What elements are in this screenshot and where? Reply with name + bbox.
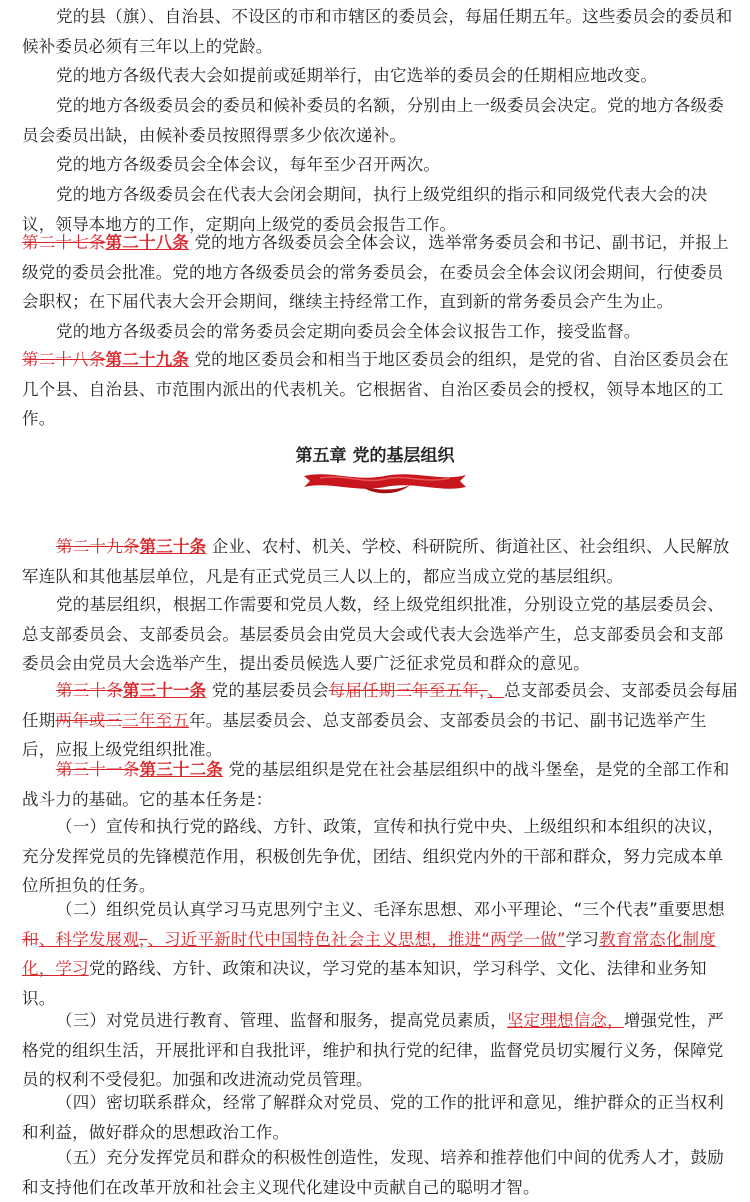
paragraph-basic-organization-setup: 党的基层组织，根据工作需要和党员人数，经上级党组织批准，分别设立党的基层委员会、总支部委员会、支部委员会。基层委员会由党员大会或代表大会选举产生，总支部委员会和支部委员会由党员大会选举产生，提出委员候选人要广泛征求党员和群众的意见。	[22, 595, 724, 673]
paragraph-plenary-sessions: 党的地方各级委员会全体会议，每年至少召开两次。	[56, 155, 441, 174]
paragraph-article-29	[22, 345, 738, 434]
article-text: 企业、农村、机关、学校、科研院所、街道社区、社会组织、人民解放军连队和其他基层单位，凡是有正式党员三人以上的，都应当成立党的基层组织。	[22, 537, 730, 586]
article-number-new: 第三十一条	[122, 681, 207, 700]
paragraph-article-30	[22, 532, 738, 591]
article-number-old: 第二十九条	[56, 537, 140, 556]
deleted-text: 每届任期三年至五年，	[328, 681, 488, 700]
article-number-new: 第二十九条	[105, 350, 189, 369]
paragraph-article-32	[22, 755, 738, 814]
article-number-old: 第二十八条	[22, 350, 106, 369]
inserted-text: 教育常态化制度化，学习	[22, 929, 716, 978]
inserted-text: 、习近平新时代中国特色社会主义思想，推进“两学一做”	[147, 929, 566, 949]
paragraph-task-3	[22, 1006, 738, 1095]
chapter-title: 第五章 党的基层组织	[295, 446, 455, 466]
paragraph-task-4: （四）密切联系群众，经常了解群众对党员、党的工作的批评和意见，维护群众的正当权利和利益，做好群众的思想政治工作。	[22, 1093, 724, 1142]
paragraph-task-5: （五）充分发挥党员和群众的积极性创造性，发现、培养和推荐他们中间的优秀人才，鼓励和支持他们在改革开放和社会主义现代化建设中贡献自己的聪明才智。	[22, 1148, 724, 1197]
article-number-old: 第三十条	[56, 681, 123, 700]
article-text-part1: 党的基层委员会	[206, 681, 329, 700]
red-ribbon-ornament-icon	[300, 468, 470, 498]
article-number-new: 第三十二条	[139, 760, 223, 779]
paragraph-article-28	[22, 228, 738, 317]
article-number-new: 第三十条	[139, 537, 207, 556]
article-number-new: 第二十八条	[105, 233, 189, 252]
article-text: 党的地方各级委员会全体会议，选举常务委员会和书记、副书记，并报上级党的委员会批准。党的地方各级委员会的常务委员会，在委员会全体会议闭会期间，行使委员会职权；在下届代表大会开会期间，继续主持经常工作，直到新的常务委员会产生为止。	[22, 233, 729, 311]
article-number-old: 第三十一条	[56, 760, 140, 779]
inserted-text: 、	[487, 681, 505, 700]
paragraph-member-quota: 党的地方各级委员会的委员和候补委员的名额，分别由上一级委员会决定。党的地方各级委员会委员出缺，由候补委员按照得票多少依次递补。	[22, 96, 724, 145]
inserted-text: 、科学发展观	[38, 929, 139, 949]
paragraph-standing-committee-report: 党的地方各级委员会的常务委员会定期向委员会全体会议报告工作，接受监督。	[56, 322, 641, 341]
task-text-part3: 党的路线、方针、政策和决议，学习党的基本知识，学习科学、文化、法律和业务知识。	[22, 959, 707, 1008]
paragraph-task-1: （一）宣传和执行党的路线、方针、政策，宣传和执行党中央、上级组织和本组织的决议，充分发挥党员的先锋模范作用，积极创先争优，团结、组织党内外的干部和群众，努力完成本单位所担负的任务。	[22, 817, 724, 895]
paragraph-article-31	[22, 676, 738, 765]
task-text-part2: 学习	[565, 929, 600, 949]
deleted-text: ，	[138, 929, 148, 949]
paragraph-committee-duties: 党的地方各级委员会在代表大会闭会期间，执行上级党组织的指示和同级党代表大会的决议，领导本地方的工作，定期向上级党的委员会报告工作。	[22, 185, 708, 234]
task-text-part1: （二）组织党员认真学习马克思列宁主义、毛泽东思想、邓小平理论、“三个代表”重要思想	[56, 900, 725, 919]
paragraph-early-delay-congress: 党的地方各级代表大会如提前或延期举行，由它选举的委员会的任期相应地改变。	[56, 66, 658, 85]
article-number-old: 第二十七条	[22, 233, 106, 252]
deleted-text: 和	[22, 929, 39, 949]
article-text-part3: 年。基层委员会、总支部委员会、支部委员会的书记、副书记选举产生后，应报上级党组织批准。	[22, 710, 707, 759]
task-text-part2: 增强党性，严格党的组织生活，开展批评和自我批评，维护和执行党的纪律，监督党员切实履行义务，保障党员的权利不受侵犯。加强和改进流动党员管理。	[22, 1011, 725, 1089]
article-text: 党的地区委员会和相当于地区委员会的组织，是党的省、自治区委员会在几个县、自治县、市范围内派出的代表机关。它根据省、自治区委员会的授权，领导本地区的工作。	[22, 350, 729, 428]
inserted-text: 三年至五	[122, 710, 190, 730]
inserted-text: 坚定理想信念，	[506, 1011, 624, 1030]
paragraph-term-of-county-committees: 党的县（旗）、自治县、不设区的市和市辖区的委员会，每届任期五年。这些委员会的委员和候补委员必须有三年以上的党龄。	[22, 7, 733, 56]
task-text-part1: （三）对党员进行教育、管理、监督和服务，提高党员素质，	[56, 1011, 507, 1030]
paragraph-task-2	[22, 895, 738, 1013]
deleted-text: 两年或三	[55, 710, 123, 730]
article-text: 党的基层组织是党在社会基层组织中的战斗堡垒，是党的全部工作和战斗力的基础。它的基本任务是：	[22, 760, 730, 809]
article-text-part2: 总支部委员会、支部委员会每届任期	[22, 681, 738, 730]
